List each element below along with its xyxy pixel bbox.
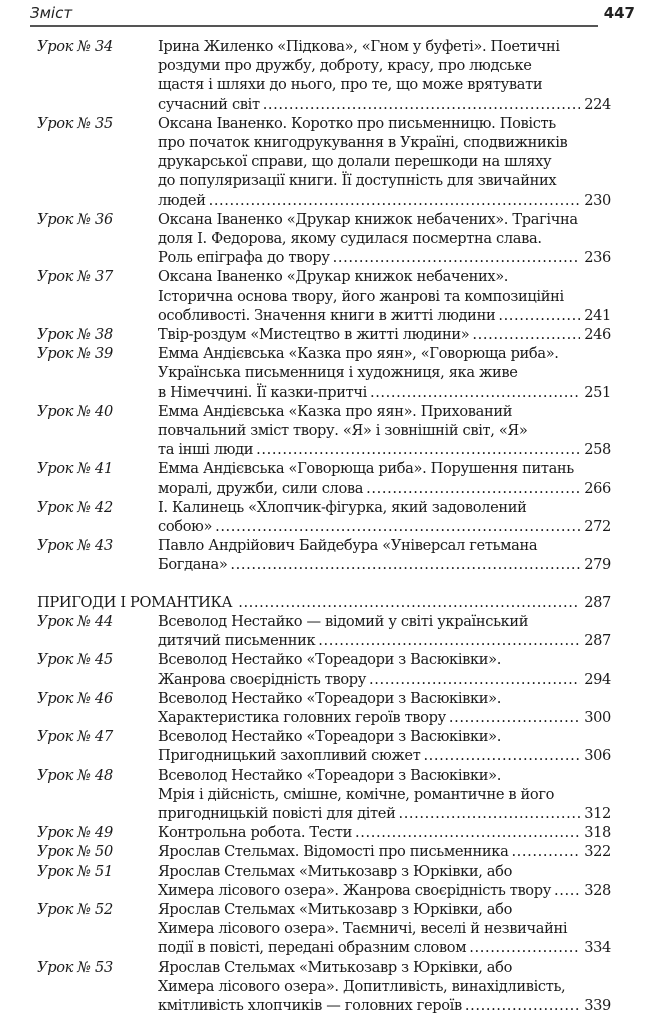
lesson-title-last-line — [158, 95, 611, 114]
lesson-title-line: кмітливість хлопчиків — головних героїв — [158, 996, 462, 1014]
toc-entry[interactable] — [37, 900, 611, 958]
leader-dots — [398, 804, 580, 823]
leader-dots — [449, 708, 580, 727]
lesson-title-line: Роль епіграфа до твору — [158, 249, 330, 267]
lesson-title-last-line — [158, 479, 611, 498]
lesson-title-last-line — [158, 746, 611, 765]
lesson-title-line: Всеволод Нестайко «Тореадори з Васюківки». — [158, 728, 502, 746]
lesson-title — [158, 37, 611, 114]
lesson-title-line: Емма Андієвська «Казка про яян», «Говорюща риба». — [158, 345, 559, 363]
lesson-page-number: 246 — [584, 326, 611, 344]
lesson-page-number: 322 — [584, 843, 611, 861]
lesson-title-last-line — [158, 881, 611, 900]
leader-dots — [370, 383, 580, 402]
toc-entry[interactable] — [37, 862, 611, 900]
lesson-title-line: в Німеччині. Її казки-притчі — [158, 383, 367, 401]
lesson-title-line: Ірина Жиленко «Підкова», «Гном у буфеті». Поетичні — [158, 38, 560, 55]
lesson-title — [158, 862, 611, 900]
lesson-title — [158, 900, 611, 958]
lesson-page-number: 312 — [584, 804, 611, 822]
lesson-page-number: 230 — [584, 191, 611, 209]
lesson-page-number: 279 — [584, 556, 611, 574]
lesson-title-line: Химера лісового озера». Таємничі, веселі й незвичайні — [158, 920, 568, 938]
lesson-title-line: Твір-роздум «Мистецтво в житті людини» — [158, 326, 470, 344]
lesson-title-line: Контрольна робота. Тести — [158, 824, 352, 842]
lesson-title-line: Химера лісового озера». Жанрова своєрідність твору — [158, 881, 551, 899]
lesson-label: Урок № 42 — [37, 498, 113, 516]
lesson-title-line: повчальний зміст твору. «Я» і зовнішній світ, «Я» — [158, 422, 528, 440]
toc-entry[interactable] — [37, 536, 611, 574]
lesson-page-number: 258 — [584, 441, 611, 459]
lesson-title — [158, 210, 611, 268]
lesson-title — [158, 459, 611, 497]
page-header — [30, 0, 635, 30]
lesson-title-line: собою» — [158, 518, 213, 536]
leader-dots — [238, 593, 580, 612]
lesson-title-line: Всеволод Нестайко «Тореадори з Васюківки». — [158, 689, 502, 707]
leader-dots — [256, 440, 580, 459]
lesson-title-line: Оксана Іваненко «Друкар книжок небачених». — [158, 268, 509, 286]
lesson-title — [158, 344, 611, 402]
lesson-title — [158, 823, 611, 842]
lesson-title — [158, 402, 611, 460]
lesson-title-line: Ярослав Стельмах. Відомості про письменника — [158, 843, 509, 861]
lesson-page-number: 334 — [584, 939, 611, 957]
lesson-label: Урок № 36 — [37, 210, 113, 228]
lesson-page-number: 236 — [584, 249, 611, 267]
lesson-label: Урок № 45 — [37, 651, 113, 669]
lesson-label: Урок № 43 — [37, 537, 113, 555]
lesson-title-last-line — [158, 670, 611, 689]
lesson-page-number: 241 — [584, 306, 611, 324]
leader-dots — [366, 479, 580, 498]
header-rule — [30, 25, 598, 27]
lesson-title-last-line — [158, 842, 611, 861]
lesson-title — [158, 727, 611, 765]
lesson-title — [158, 325, 611, 344]
lesson-title-line: Павло Андрійович Байдебура «Універсал гетьмана — [158, 537, 538, 555]
toc-entry[interactable] — [37, 325, 611, 344]
lesson-title — [158, 958, 611, 1015]
lesson-title-line: пригодницькій повісті для дітей — [158, 804, 396, 822]
lesson-title — [158, 536, 611, 574]
lesson-title — [158, 267, 611, 325]
lesson-title-line: роздуми про дружбу, доброту, красу, про людське — [158, 57, 532, 75]
leader-dots — [423, 746, 580, 765]
lesson-title-line: події в повісті, передані образним словом — [158, 939, 467, 957]
lesson-title-line: Українська письменниця і художниця, яка живе — [158, 364, 518, 382]
lesson-title-line: Ярослав Стельмах «Митькозавр з Юрківки, або — [158, 900, 513, 918]
lesson-label: Урок № 50 — [37, 843, 113, 861]
toc-entry[interactable] — [37, 267, 611, 325]
lesson-title-line: друкарської справи, що долали перешкоди на шляху — [158, 153, 552, 171]
lesson-title — [158, 766, 611, 824]
lesson-title — [158, 842, 611, 861]
lesson-page-number: 306 — [584, 747, 611, 765]
leader-dots — [498, 306, 580, 325]
toc-entry[interactable] — [37, 402, 611, 460]
toc-entry[interactable] — [37, 459, 611, 497]
lesson-title-line: Історична основа твору, його жанрові та композиційні — [158, 287, 564, 305]
lesson-label: Урок № 53 — [37, 958, 113, 976]
lesson-title — [158, 689, 611, 727]
toc-entry[interactable] — [37, 344, 611, 402]
lesson-page-number: 318 — [584, 824, 611, 842]
leader-dots — [369, 670, 580, 689]
lesson-title-last-line — [158, 306, 611, 325]
lesson-label: Урок № 47 — [37, 728, 113, 746]
lesson-title-last-line — [158, 631, 611, 650]
toc-entry[interactable] — [37, 823, 611, 842]
toc-entry[interactable] — [37, 958, 611, 1015]
lesson-title-last-line — [158, 191, 611, 210]
lesson-title-last-line — [158, 248, 611, 267]
leader-dots — [511, 842, 580, 861]
lesson-page-number: 339 — [584, 996, 611, 1014]
leader-dots — [230, 555, 580, 574]
lesson-title-line: Богдана» — [158, 556, 228, 574]
lesson-title-last-line — [158, 517, 611, 536]
toc-entry[interactable] — [37, 689, 611, 727]
lesson-label: Урок № 49 — [37, 824, 113, 842]
toc-entry[interactable] — [37, 650, 611, 688]
lesson-page-number: 224 — [584, 95, 611, 113]
toc-entry[interactable] — [37, 210, 611, 268]
lesson-title — [158, 650, 611, 688]
leader-dots — [355, 823, 580, 842]
lesson-label: Урок № 46 — [37, 689, 113, 707]
lesson-label: Урок № 39 — [37, 345, 113, 363]
leader-dots — [333, 248, 581, 267]
lesson-title — [158, 114, 611, 210]
lesson-title-last-line — [158, 938, 611, 957]
lesson-title-line: Жанрова своєрідність твору — [158, 670, 366, 688]
lesson-title-line: Емма Андієвська «Казка про яян». Прихований — [158, 402, 513, 420]
lesson-title-line: щастя і шляхи до нього, про те, що може врятувати — [158, 76, 543, 94]
lesson-title-line: людей — [158, 191, 206, 209]
lesson-page-number: 328 — [584, 881, 611, 899]
leader-dots — [209, 191, 581, 210]
section-page: 287 — [584, 593, 611, 611]
running-head-title: Зміст — [30, 4, 73, 22]
lesson-title-last-line — [158, 996, 611, 1015]
leader-dots — [263, 95, 581, 114]
lesson-title-line: Характеристика головних героїв твору — [158, 708, 446, 726]
leader-dots — [215, 517, 580, 536]
toc-entry[interactable] — [37, 612, 611, 650]
lesson-title-line: Всеволод Нестайко «Тореадори з Васюківки». — [158, 651, 502, 669]
toc-entry[interactable] — [37, 37, 611, 114]
lesson-title-last-line — [158, 823, 611, 842]
lesson-title-line: доля І. Федорова, якому судилася посмертна слава. — [158, 230, 542, 248]
lesson-label: Урок № 41 — [37, 460, 113, 478]
lesson-title-line: та інші люди — [158, 441, 254, 459]
lesson-label: Урок № 52 — [37, 900, 113, 918]
lesson-label: Урок № 34 — [37, 38, 113, 55]
toc-entry[interactable] — [37, 498, 611, 536]
lesson-title-last-line — [158, 325, 611, 344]
leader-dots — [469, 938, 580, 957]
lesson-page-number: 266 — [584, 479, 611, 497]
leader-dots — [554, 881, 580, 900]
table-of-contents — [37, 37, 611, 1015]
lesson-title-line: Всеволод Нестайко — відомий у світі український — [158, 612, 529, 630]
toc-entries-group-2 — [37, 612, 611, 1015]
toc-section-heading[interactable] — [37, 593, 611, 612]
page-number: 447 — [603, 4, 635, 22]
lesson-page-number: 287 — [584, 632, 611, 650]
lesson-page-number: 294 — [584, 670, 611, 688]
leader-dots — [472, 325, 580, 344]
section-title: ПРИГОДИ І РОМАНТИКА — [37, 593, 233, 611]
lesson-label: Урок № 44 — [37, 612, 113, 630]
lesson-title-line: про початок книгодрукування в Україні, сподвижників — [158, 134, 568, 152]
lesson-label: Урок № 51 — [37, 862, 113, 880]
lesson-title-line: Оксана Іваненко «Друкар книжок небачених». Трагічна — [158, 210, 578, 228]
leader-dots — [465, 996, 580, 1015]
lesson-label: Урок № 40 — [37, 402, 113, 420]
lesson-page-number: 251 — [584, 383, 611, 401]
lesson-title-line: Емма Андієвська «Говорюща риба». Порушення питань — [158, 460, 574, 478]
lesson-title-last-line — [158, 383, 611, 402]
lesson-title-last-line — [158, 804, 611, 823]
lesson-page-number: 300 — [584, 708, 611, 726]
lesson-label: Урок № 37 — [37, 268, 113, 286]
toc-entries-group-1 — [37, 37, 611, 575]
lesson-title — [158, 612, 611, 650]
lesson-title-last-line — [158, 440, 611, 459]
lesson-label: Урок № 48 — [37, 766, 113, 784]
lesson-page-number: 272 — [584, 518, 611, 536]
lesson-title-line: сучасний світ — [158, 95, 260, 113]
toc-entry[interactable] — [37, 727, 611, 765]
toc-entry[interactable] — [37, 766, 611, 824]
toc-entry[interactable] — [37, 114, 611, 210]
lesson-title-line: дитячий письменник — [158, 632, 316, 650]
lesson-title — [158, 498, 611, 536]
lesson-title-line: Всеволод Нестайко «Тореадори з Васюківки». — [158, 766, 502, 784]
lesson-title-line: Химера лісового озера». Допитливість, винахідливість, — [158, 977, 566, 995]
toc-entry[interactable] — [37, 842, 611, 861]
lesson-title-line: Пригодницький захопливий сюжет — [158, 747, 421, 765]
lesson-title-line: І. Калинець «Хлопчик-фігурка, який задоволений — [158, 498, 527, 516]
leader-dots — [318, 631, 580, 650]
lesson-title-line: Оксана Іваненко. Коротко про письменницю. Повість — [158, 114, 556, 132]
lesson-label: Урок № 38 — [37, 326, 113, 344]
lesson-title-last-line — [158, 708, 611, 727]
lesson-label: Урок № 35 — [37, 114, 113, 132]
lesson-title-line: до популяризації книги. Її доступність для звичайних — [158, 172, 557, 190]
lesson-title-last-line — [158, 555, 611, 574]
lesson-title-line: Ярослав Стельмах «Митькозавр з Юрківки, або — [158, 958, 513, 976]
lesson-title-line: Мрія і дійсність, смішне, комічне, романтичне в його — [158, 785, 555, 803]
lesson-title-line: особливості. Значення книги в житті людини — [158, 306, 496, 324]
lesson-title-line: Ярослав Стельмах «Митькозавр з Юрківки, або — [158, 862, 513, 880]
lesson-title-line: моралі, дружби, сили слова — [158, 479, 364, 497]
